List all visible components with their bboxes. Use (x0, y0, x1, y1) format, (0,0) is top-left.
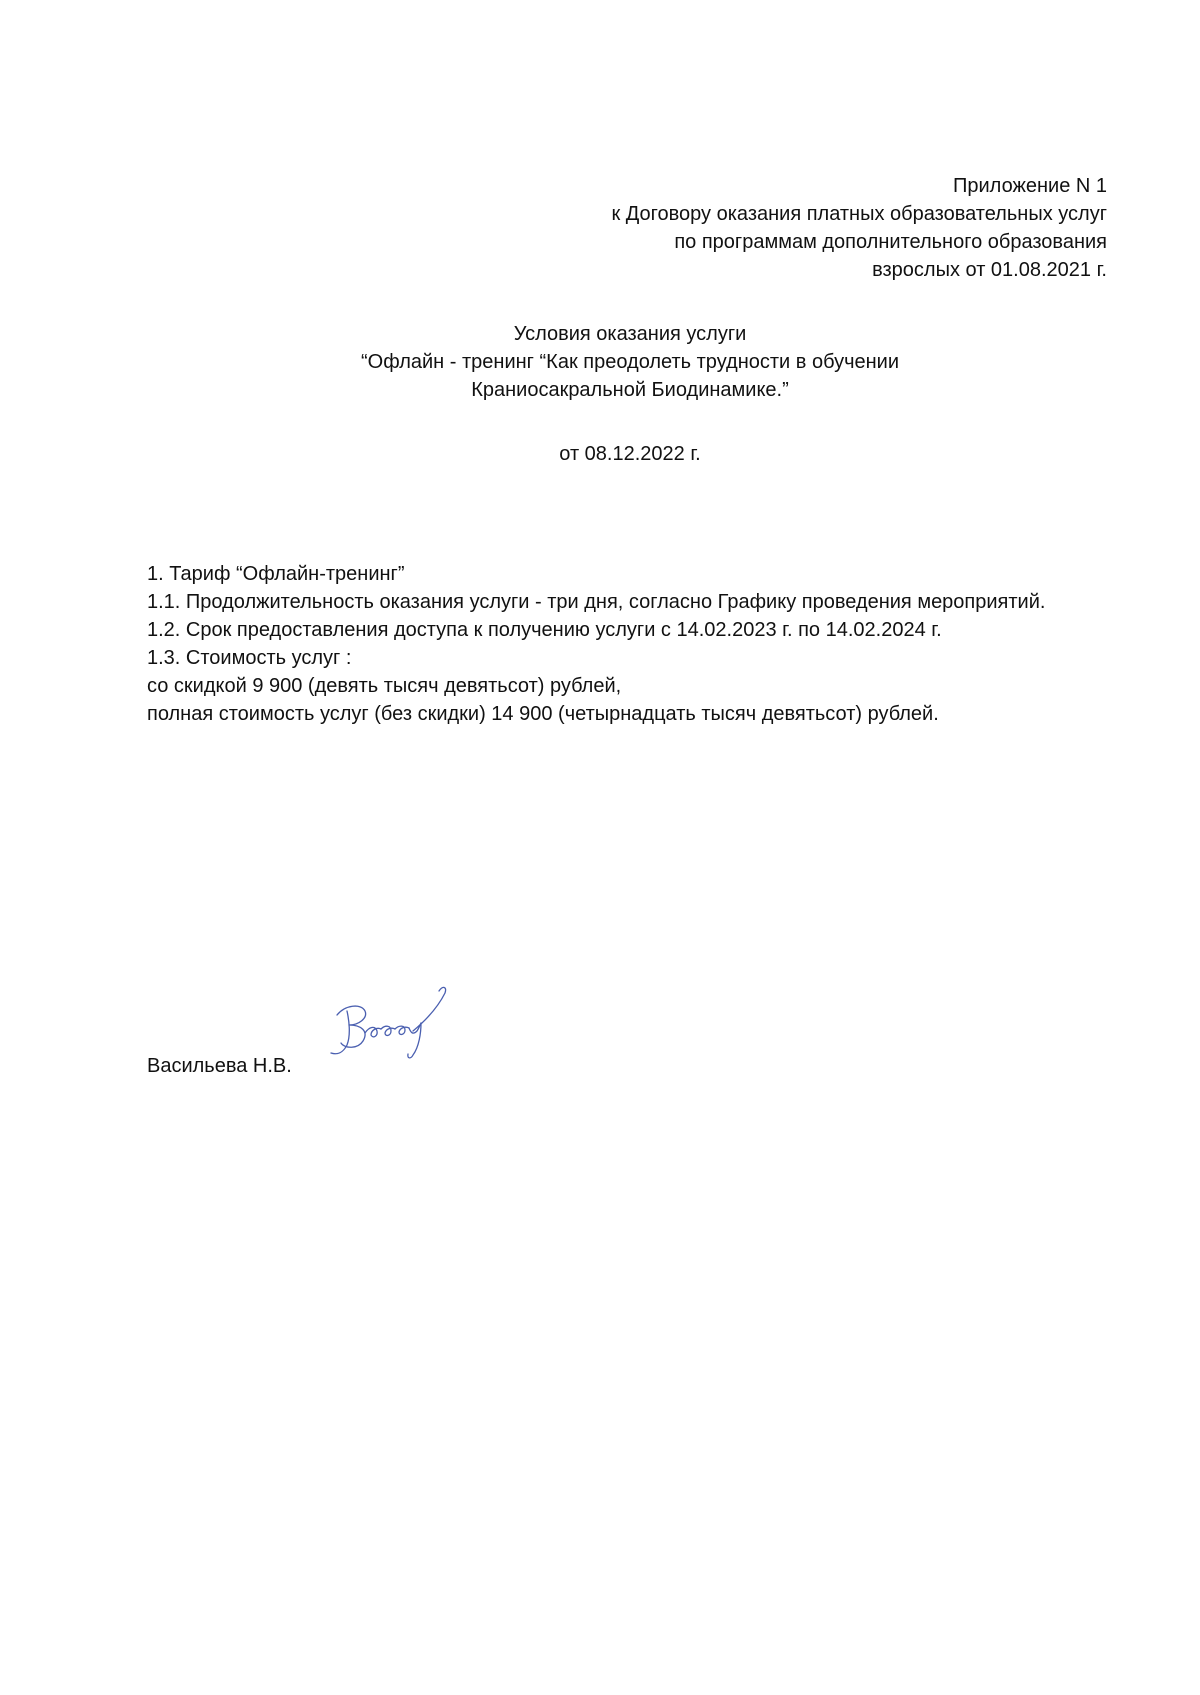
term-discount-price: со скидкой 9 900 (девять тысяч девятьсот) рублей, (147, 675, 622, 697)
annex-contract-date: взрослых от 01.08.2021 г. (872, 259, 1107, 281)
signer-name: Васильева Н.В. (147, 1055, 292, 1077)
annex-program-ref: по программам дополнительного образования (674, 231, 1107, 253)
term-duration: 1.1. Продолжительность оказания услуги - три дня, согласно Графику проведения мероприятий. (147, 591, 1046, 613)
annex-number: Приложение N 1 (953, 175, 1107, 197)
annex-header (407, 172, 1107, 284)
tariff-heading: 1. Тариф “Офлайн-тренинг” (147, 563, 405, 585)
title-line-3: Краниосакральной Биодинамике.” (471, 379, 789, 401)
term-cost-heading: 1.3. Стоимость услуг : (147, 647, 352, 669)
term-access-period: 1.2. Срок предоставления доступа к получению услуги с 14.02.2023 г. по 14.02.2024 г. (147, 619, 942, 641)
document-date: от 08.12.2022 г. (559, 443, 701, 465)
document-title (0, 320, 1200, 404)
title-line-1: Условия оказания услуги (513, 323, 747, 345)
annex-contract-ref: к Договору оказания платных образовательных услуг (611, 203, 1107, 225)
term-full-price: полная стоимость услуг (без скидки) 14 900 (четырнадцать тысяч девятьсот) рублей. (147, 703, 939, 725)
handwritten-signature (325, 975, 455, 1070)
terms-section (147, 560, 1107, 728)
title-line-2: “Офлайн - тренинг “Как преодолеть трудности в обучении (360, 351, 900, 373)
